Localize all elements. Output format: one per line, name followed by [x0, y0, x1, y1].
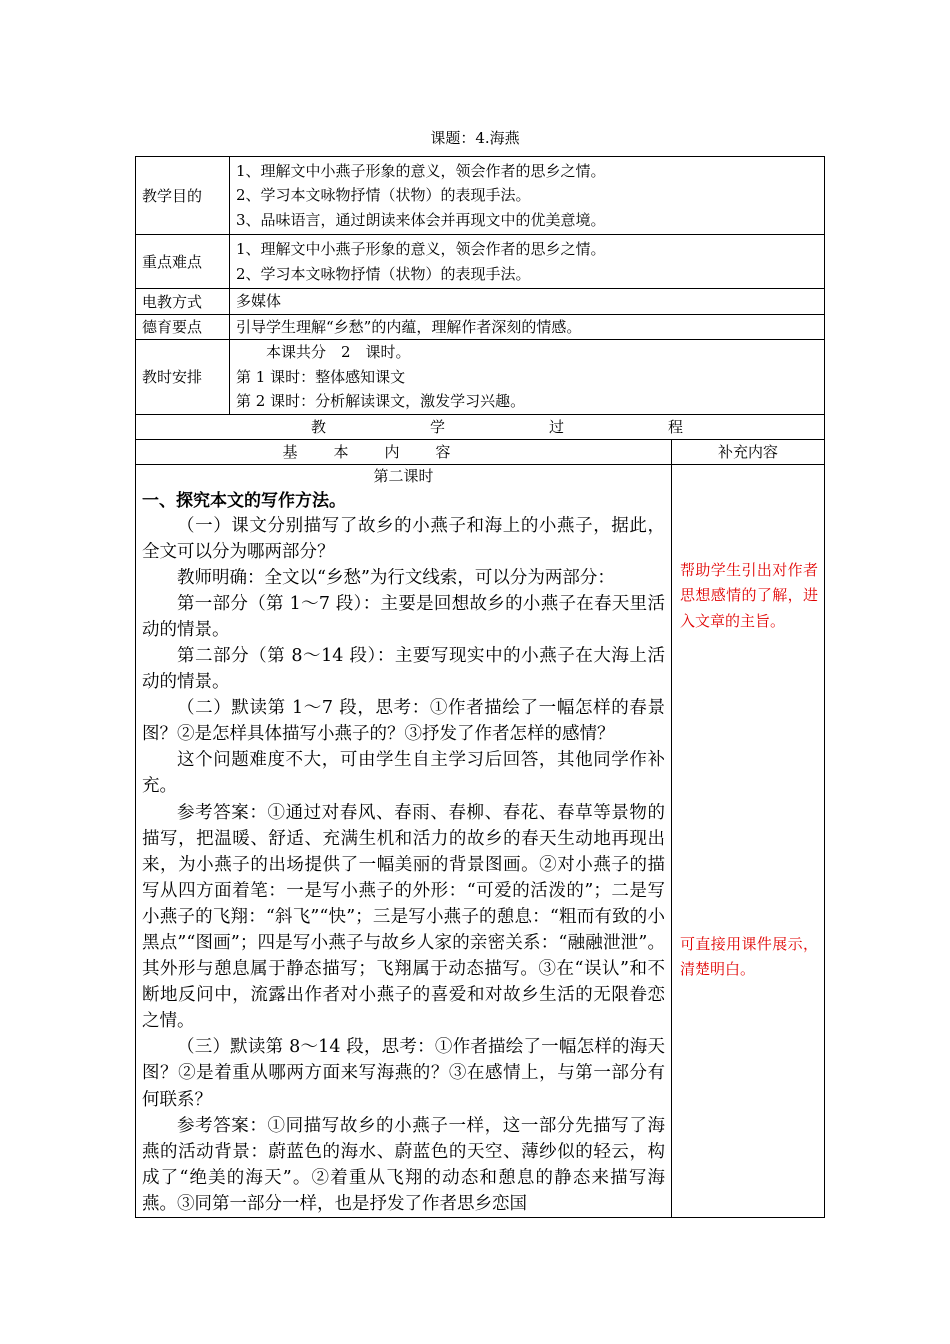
key-line: 2、学习本文咏物抒情（状物）的表现手法。 — [236, 264, 531, 283]
schedule-line: 第 2 课时：分析解读课文，激发学习兴趣。 — [236, 392, 526, 410]
main-content — [136, 464, 672, 1218]
goals-line: 3、品味语言，通过朗读来体会并再现文中的优美意境。 — [236, 210, 606, 229]
supplement-column — [672, 464, 825, 1218]
row-main — [136, 464, 825, 1218]
process-header-char: 学 — [429, 418, 445, 436]
basic-content-header — [136, 439, 672, 464]
media-label: 电教方式 — [136, 289, 230, 315]
body-paragraph: （一）课文分别描写了故乡的小燕子和海上的小燕子，据此，全文可以分为哪两部分？ — [142, 515, 665, 562]
process-header-char: 过 — [549, 418, 565, 436]
process-header — [136, 414, 825, 439]
basic-header-char: 内 — [384, 443, 400, 461]
schedule-line: 本课共分 2 课时。 — [266, 343, 411, 361]
body-paragraph: （三）默读第 8～14 段，思考：①作者描绘了一幅怎样的海天图？②是着重从哪两方面来写海燕的？③在感情上，与第一部分有何联系？ — [142, 1037, 665, 1110]
body-paragraph: 第二部分（第 8～14 段）：主要写现实中的小燕子在大海上活动的情景。 — [142, 645, 665, 693]
row-process-header — [136, 414, 825, 439]
row-goals — [136, 157, 825, 235]
key-line: 1、理解文中小燕子形象的意义，领会作者的思乡之情。 — [236, 240, 606, 258]
basic-header-char: 本 — [333, 443, 349, 461]
goals-content — [230, 157, 825, 235]
body-paragraph: 参考答案：①通过对春风、春雨、春柳、春花、春草等景物的描写，把温暖、舒适、充满生机和活力的故乡的春天生动地再现出来，为小燕子的出场提供了一幅美丽的背景图画。②对小燕子的描写从四方面着笔：一是写小燕子的外形：“可爱的活泼的”；二是写小燕子的飞翔：“斜飞”“快”；三是写小燕子的憩息：“粗而有致的小黑点”“图画”；四是写小燕子与故乡人家的亲密关系：“融融泄泄”。其外形与憩息属于静态描写；飞翔属于动态描写。③在“误认”和不断地反问中，流露出作者对小燕子的喜爱和对故乡生活的无限眷恋之情。 — [142, 802, 665, 1032]
page-title: 课题：4.海燕 — [430, 129, 520, 147]
row-moral — [136, 314, 825, 340]
schedule-content — [230, 340, 825, 415]
supplement-note: 帮助学生引出对作者思想感情的了解，进入文章的主旨。 — [680, 560, 819, 630]
body-paragraph: 这个问题难度不大，可由学生自主学习后回答，其他同学作补充。 — [142, 750, 665, 797]
row-media — [136, 289, 825, 315]
schedule-label: 教时安排 — [136, 340, 230, 415]
section-heading: 一、探究本文的写作方法。 — [142, 490, 346, 511]
process-header-char: 程 — [668, 418, 684, 436]
schedule-line: 第 1 课时：整体感知课文 — [236, 367, 406, 386]
body-paragraph: （二）默读第 1～7 段，思考：①作者描绘了一幅怎样的春景图？②是怎样具体描写小燕子的？③抒发了作者怎样的感情？ — [142, 698, 665, 745]
moral-label: 德育要点 — [136, 314, 230, 340]
lesson-subtitle: 第二课时 — [373, 466, 434, 485]
row-key — [136, 235, 825, 289]
lesson-plan-table — [135, 156, 825, 1218]
supplement-header: 补充内容 — [672, 439, 825, 464]
goals-line: 1、理解文中小燕子形象的意义，领会作者的思乡之情。 — [236, 161, 606, 180]
body-paragraph: 教师明确：全文以“乡愁”为行文线索，可以分为两部分： — [177, 567, 615, 588]
process-header-char: 教 — [310, 418, 326, 436]
row-section-header — [136, 439, 825, 464]
key-content — [230, 235, 825, 289]
body-paragraph: 参考答案：①同描写故乡的小燕子一样，这一部分先描写了海燕的活动背景：蔚蓝色的海水、蔚蓝色的天空、薄纱似的轻云，构成了“绝美的海天”。②着重从飞翔的动态和憩息的静态来描写海燕。③同第一部分一样，也是抒发了作者思乡恋国 — [142, 1115, 665, 1214]
media-value: 多媒体 — [230, 289, 825, 315]
supplement-note: 可直接用课件展示，清楚明白。 — [680, 934, 819, 978]
basic-header-char: 基 — [282, 443, 298, 461]
moral-value: 引导学生理解“乡愁”的内蕴，理解作者深刻的情感。 — [230, 314, 825, 340]
row-schedule — [136, 340, 825, 415]
key-label: 重点难点 — [136, 235, 230, 289]
goals-line: 2、学习本文咏物抒情（状物）的表现手法。 — [236, 186, 531, 205]
basic-header-char: 容 — [435, 443, 451, 461]
goals-label: 教学目的 — [136, 157, 230, 235]
body-paragraph: 第一部分（第 1～7 段）：主要是回想故乡的小燕子在春天里活动的情景。 — [142, 593, 665, 640]
